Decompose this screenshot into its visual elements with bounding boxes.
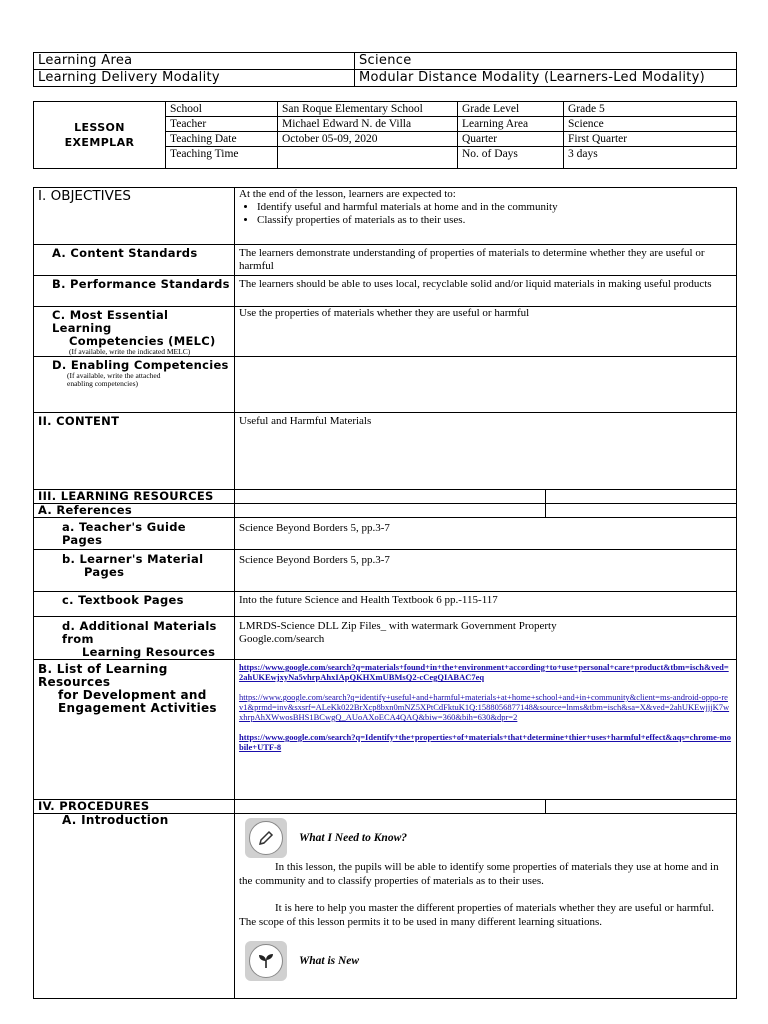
what-i-need-title: What I Need to Know? xyxy=(299,831,407,844)
days-label: No. of Days xyxy=(458,147,564,169)
what-is-new-header xyxy=(245,941,732,981)
enabling-note: (If available, write the attached enabling competencies) xyxy=(67,371,161,388)
melc-note: (If available, write the indicated MELC) xyxy=(69,347,191,356)
performance-standards-label: B. Performance Standards xyxy=(34,276,235,307)
procedures-label: IV. PROCEDURES xyxy=(34,800,235,814)
introduction-label: A. Introduction xyxy=(34,814,235,999)
modality-value: Modular Distance Modality (Learners-Led Modality) xyxy=(355,70,737,87)
objectives-label: I. OBJECTIVES xyxy=(34,188,235,245)
learning-area-label-2: Learning Area xyxy=(458,117,564,132)
teaching-date-label: Teaching Date xyxy=(166,132,278,147)
enabling-value xyxy=(235,357,737,413)
learning-resources-label: III. LEARNING RESOURCES xyxy=(34,490,235,504)
quarter-label: Quarter xyxy=(458,132,564,147)
teacher-label: Teacher xyxy=(166,117,278,132)
resource-link[interactable]: https://www.google.com/search?q=materials+found+in+the+environment+according+to+use+personal+care+product&tbm=isch&ved=2ahUKEwjxyNa5vhrpAhxIApQKHXmUBMsQ2-cCegQIABAC7eq xyxy=(239,662,729,682)
quarter-value: First Quarter xyxy=(564,132,737,147)
objectives-intro: At the end of the lesson, learners are expected to: xyxy=(239,188,456,200)
objectives-list xyxy=(239,201,732,227)
objectives-cell xyxy=(235,188,737,245)
intro-paragraph-1: In this lesson, the pupils will be able to identify some properties of materials they use at home and in the community and to classify properties of materials as to their uses. xyxy=(239,861,719,887)
enabling-label: D. Enabling Competencies (If available, write the attached enabling competencies) xyxy=(34,357,235,413)
what-i-need-header xyxy=(245,818,732,858)
resource-link[interactable]: https://www.google.com/search?q=identify+useful+and+harmful+materials+at+home+school+and+in+community&client=ms-android-oppo-rev1&prmd=inv&sxsrf=ALeKk022BrXcp8bxn0mNZ5XPtCdFktuK1Q:1588056877148&source=lnms&tbm=isch&sa=X&ved=2ahUKEwjjjK7wxhrpAhXWwosBHS1BCwgQ_AUoAXoECA4QAQ&biw=360&bih=630&dpr=2 xyxy=(239,692,730,722)
what-is-new-title: What is New xyxy=(299,954,360,967)
sprout-icon xyxy=(245,941,287,981)
teaching-time-label: Teaching Time xyxy=(166,147,278,169)
learning-area-value-2: Science xyxy=(564,117,737,132)
textbook-label: c. Textbook Pages xyxy=(34,592,235,617)
resource-link[interactable]: https://www.google.com/search?q=Identify+the+properties+of+materials+that+determine+thier+uses+harmful+effect&aqs=chrome-mobile+UTF-8 xyxy=(239,732,732,752)
references-label: A. References xyxy=(34,504,235,518)
textbook-value: Into the future Science and Health Textbook 6 pp.-115-117 xyxy=(235,592,737,617)
school-value: San Roque Elementary School xyxy=(278,102,458,117)
content-label: II. CONTENT xyxy=(34,413,235,490)
content-standards-label: A. Content Standards xyxy=(34,245,235,276)
days-value: 3 days xyxy=(564,147,737,169)
additional-materials-label: d. Additional Materials from Learning Resources xyxy=(34,617,235,660)
lesson-main-table xyxy=(33,187,737,999)
learners-material-value: Science Beyond Borders 5, pp.3-7 xyxy=(235,550,737,592)
list-resources-label: B. List of Learning Resources for Development and Engagement Activities xyxy=(34,660,235,800)
melc-value: Use the properties of materials whether they are useful or harmful xyxy=(235,307,737,357)
intro-paragraph-2: It is here to help you master the different properties of materials whether they are useful or harmful. The scope of this lesson permits it to be used in many different learning situations. xyxy=(239,902,715,928)
performance-standards-value: The learners should be able to uses local, recyclable solid and/or liquid materials in making useful products xyxy=(235,276,737,307)
teaching-time-value xyxy=(278,147,458,169)
pencil-icon xyxy=(245,818,287,858)
content-value: Useful and Harmful Materials xyxy=(235,413,737,490)
teachers-guide-value: Science Beyond Borders 5, pp.3-7 xyxy=(235,518,737,550)
lesson-exemplar-label: LESSON EXEMPLAR xyxy=(34,102,166,169)
teaching-date-value: October 05-09, 2020 xyxy=(278,132,458,147)
objective-item: • Identify useful and harmful materials at home and in the community xyxy=(257,201,732,214)
grade-level-value: Grade 5 xyxy=(564,102,737,117)
learning-area-value: Science xyxy=(355,53,737,70)
school-label: School xyxy=(166,102,278,117)
learning-area-table xyxy=(33,52,737,87)
introduction-cell xyxy=(235,814,737,999)
learners-material-label: b. Learner's Material Pages xyxy=(34,550,235,592)
teachers-guide-label: a. Teacher's Guide Pages xyxy=(34,518,235,550)
grade-level-label: Grade Level xyxy=(458,102,564,117)
content-standards-value: The learners demonstrate understanding of properties of materials to determine whether they are useful or harmful xyxy=(235,245,737,276)
learning-area-label: Learning Area xyxy=(34,53,355,70)
melc-label: C. Most Essential Learning Competencies (MELC) (If available, write the indicated MELC) xyxy=(34,307,235,357)
resource-links xyxy=(235,660,737,800)
objective-item: • Classify properties of materials as to their uses. xyxy=(257,214,732,227)
lesson-exemplar-table xyxy=(33,101,737,169)
modality-label: Learning Delivery Modality xyxy=(34,70,355,87)
additional-materials-value: LMRDS-Science DLL Zip Files_ with watermark Government Property Google.com/search xyxy=(235,617,737,660)
teacher-value: Michael Edward N. de Villa xyxy=(278,117,458,132)
